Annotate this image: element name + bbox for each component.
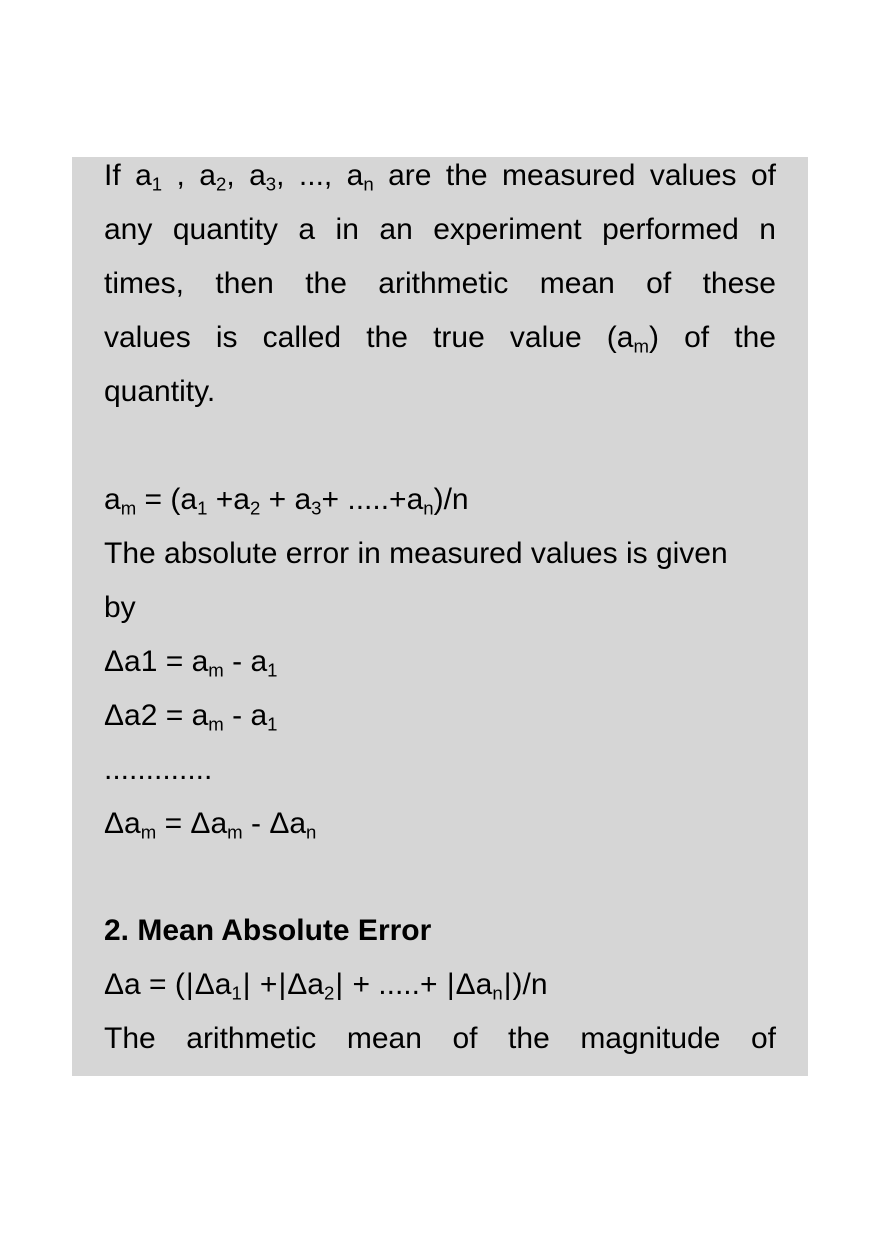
para1-line5: quantity. (104, 375, 216, 408)
delta2-formula: $\Delta a2 = a_m - a_1$ (104, 699, 278, 735)
ellipsis-dots: ............. (104, 753, 213, 786)
formula-mean: $a_m = (a_1 +a_2 + a_3+ .....+a_n)/n$ (104, 483, 469, 519)
section-heading: 2. Mean Absolute Error (104, 914, 432, 947)
deltam-formula: $\Delta a_m = \Delta a_m - \Delta a_n$ (104, 807, 317, 843)
para1-line2: any quantity a in an experiment performed n (104, 213, 776, 246)
abs-error-line1: The absolute error in measured values is given (104, 537, 728, 570)
delta1-formula: $\Delta a1 = a_m - a_1$ (104, 645, 278, 681)
last-line: The arithmetic mean of the magnitude of (104, 1022, 776, 1055)
para1-line4: values is called the true value $(a_m)$ of the (104, 321, 776, 357)
abs-error-line2: by (104, 591, 136, 624)
mean-absolute-error-formula: $\Delta a = (|\Delta a_1| +|\Delta a_2|$ + .....+ $|\Delta a_n|)/n$ (104, 968, 548, 1004)
para1-line3: times, then the arithmetic mean of these (104, 267, 776, 300)
para1-line1: If $a_1$ , $a_2$, $a_3$, ..., $a_n$ are the measured values of (104, 159, 776, 195)
